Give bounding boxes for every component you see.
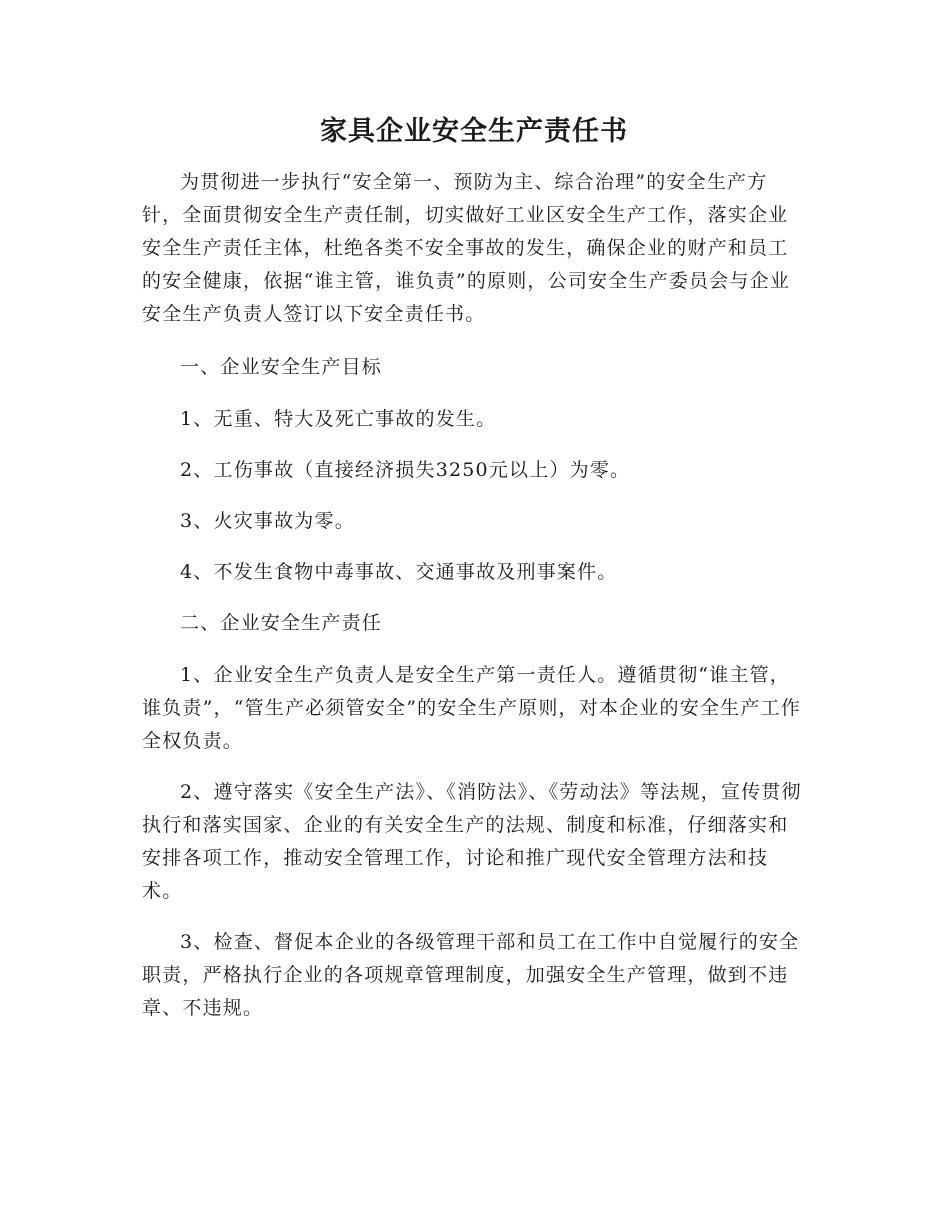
section-heading-responsibilities: 二、企业安全生产责任 xyxy=(180,612,383,634)
document-title: 家具企业安全生产责任书 xyxy=(320,116,628,147)
document-page xyxy=(142,112,806,1043)
responsibility-item-1: 1、企业安全生产负责人是安全生产第一责任人。遵循贯彻“谁主管，谁负责”，“管生产必须管安全”的安全生产原则，对本企业的安全生产工作全权负责。 xyxy=(142,664,801,752)
responsibility-item-2: 2、遵守落实《安全生产法》、《消防法》、《劳动法》等法规，宣传贯彻执行和落实国家、企业的有关安全生产的法规、制度和标准，仔细落实和安排各项工作，推动安全管理工作，讨论和推广现代安全管理方法和技术。 xyxy=(142,781,802,902)
intro-paragraph: 为贯彻进一步执行“安全第一、预防为主、综合治理”的安全生产方针，全面贯彻安全生产责任制，切实做好工业区安全生产工作，落实企业安全生产责任主体，杜绝各类不安全事故的发生，确保企业的财产和员工的安全健康，依据“谁主管，谁负责”的原则，公司安全生产委员会与企业安全生产负责人签订以下安全责任书。 xyxy=(142,171,791,325)
goal-item-2: 2、工伤事故（直接经济损失3250元以上）为零。 xyxy=(180,459,631,481)
goal-item-4: 4、不发生食物中毒事故、交通事故及刑事案件。 xyxy=(180,561,618,583)
responsibility-item-3: 3、检查、督促本企业的各级管理干部和员工在工作中自觉履行的安全职责，严格执行企业的各项规章管理制度，加强安全生产管理，做到不违章、不违规。 xyxy=(142,931,800,1019)
goal-item-3: 3、火灾事故为零。 xyxy=(180,510,355,532)
goal-item-1: 1、无重、特大及死亡事故的发生。 xyxy=(180,408,497,430)
section-heading-goals: 一、企业安全生产目标 xyxy=(180,356,383,378)
